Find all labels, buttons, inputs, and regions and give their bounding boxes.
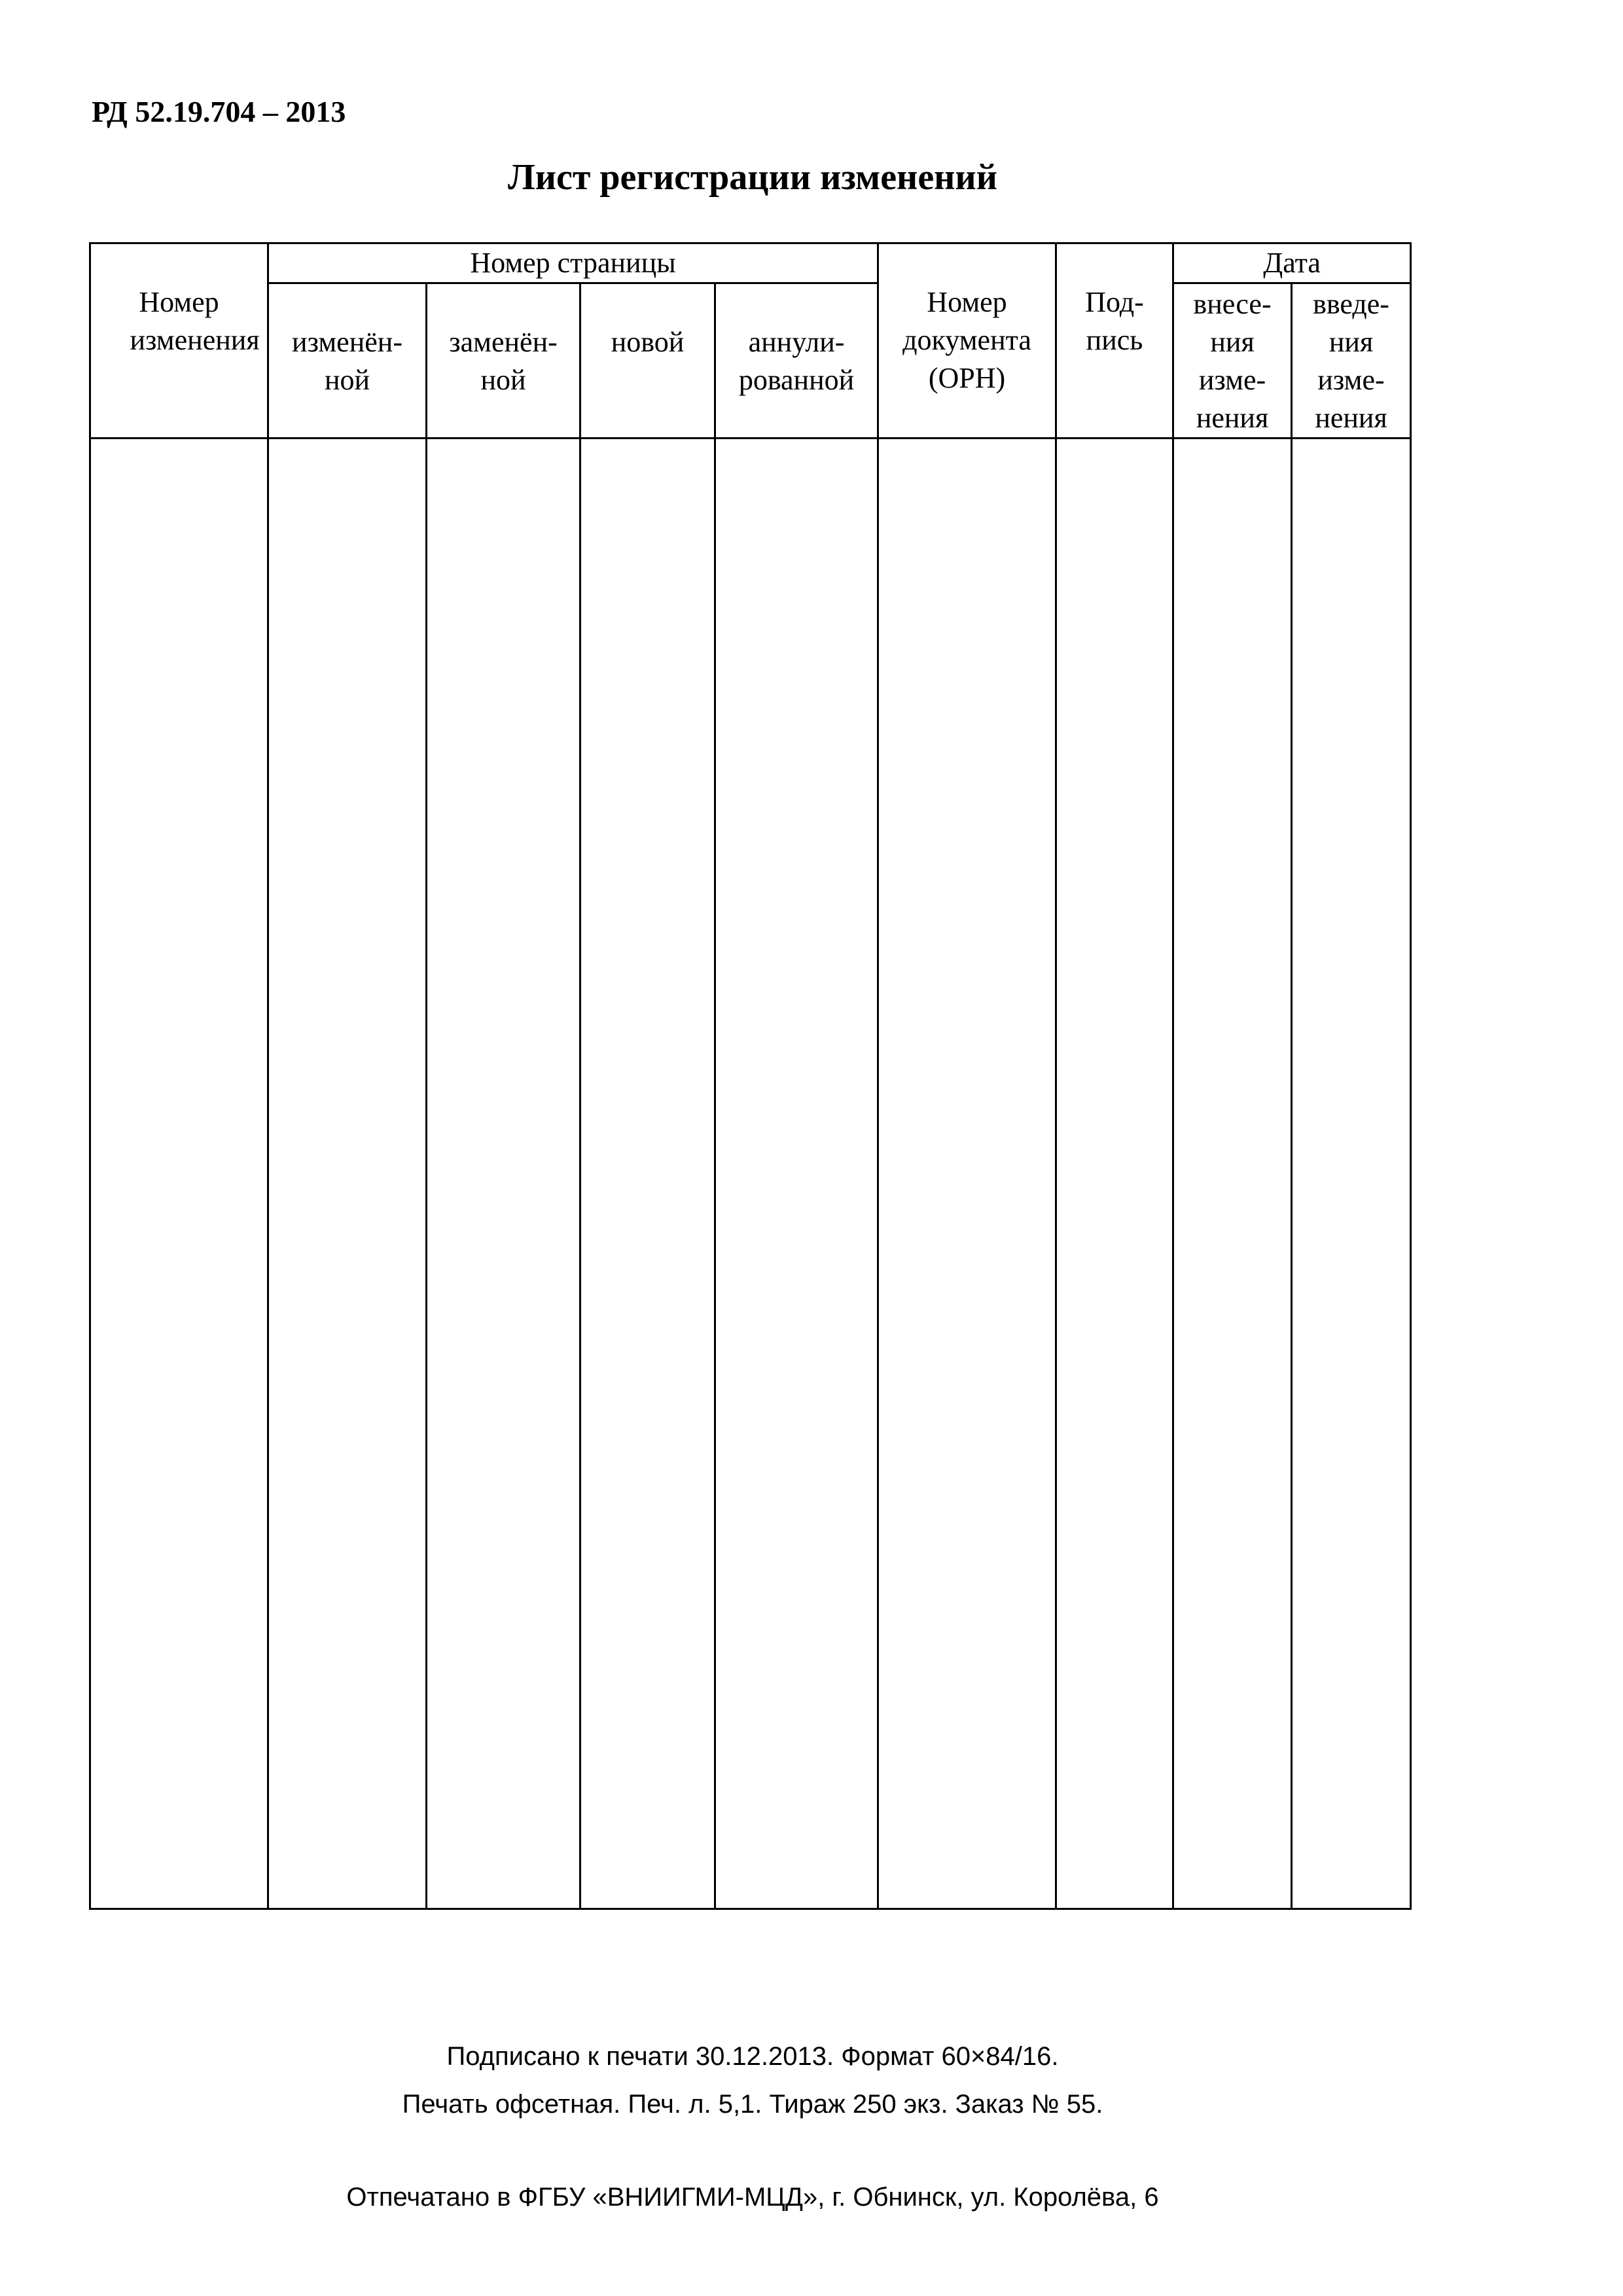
header-signature: Под-пись [1056,243,1173,439]
cell-date-introduction [1292,439,1411,1909]
header-replaced: заменён-ной [427,283,580,439]
cell-date-entry [1173,439,1292,1909]
cell-signature [1056,439,1173,1909]
header-new: новой [580,283,715,439]
header-change-number: Номер изменения [90,243,268,439]
header-date-entry: внесе-ния изме-нения [1173,283,1292,439]
imprint-signed: Подписано к печати 30.12.2013. Формат 60×84/16. [446,2042,1059,2071]
cell-annulled [715,439,878,1909]
document-code: РД 52.19.704 – 2013 [92,95,346,128]
change-registration-table [89,242,1412,1910]
header-changed: изменён-ной [268,283,427,439]
cell-replaced [427,439,580,1909]
cell-change-number [90,439,268,1909]
header-document-number: Номер документа (ОРН) [878,243,1056,439]
cell-new [580,439,715,1909]
page-title: Лист регистрации изменений [508,157,997,198]
header-date: Дата [1173,243,1411,283]
header-row-sub [90,283,1411,439]
header-row-top [90,243,1411,283]
header-date-introduction: введе-ния изме-нения [1292,283,1411,439]
cell-document-number [878,439,1056,1909]
imprint-printed-by: Отпечатано в ФГБУ «ВНИИГМИ-МЦД», г. Обнинск, ул. Королёва, 6 [346,2183,1159,2212]
header-annulled: аннули-рованной [715,283,878,439]
imprint-print-info: Печать офсетная. Печ. л. 5,1. Тираж 250 экз. Заказ № 55. [402,2090,1103,2119]
header-page-number: Номер страницы [268,243,878,283]
table-row [90,439,1411,1909]
cell-changed [268,439,427,1909]
